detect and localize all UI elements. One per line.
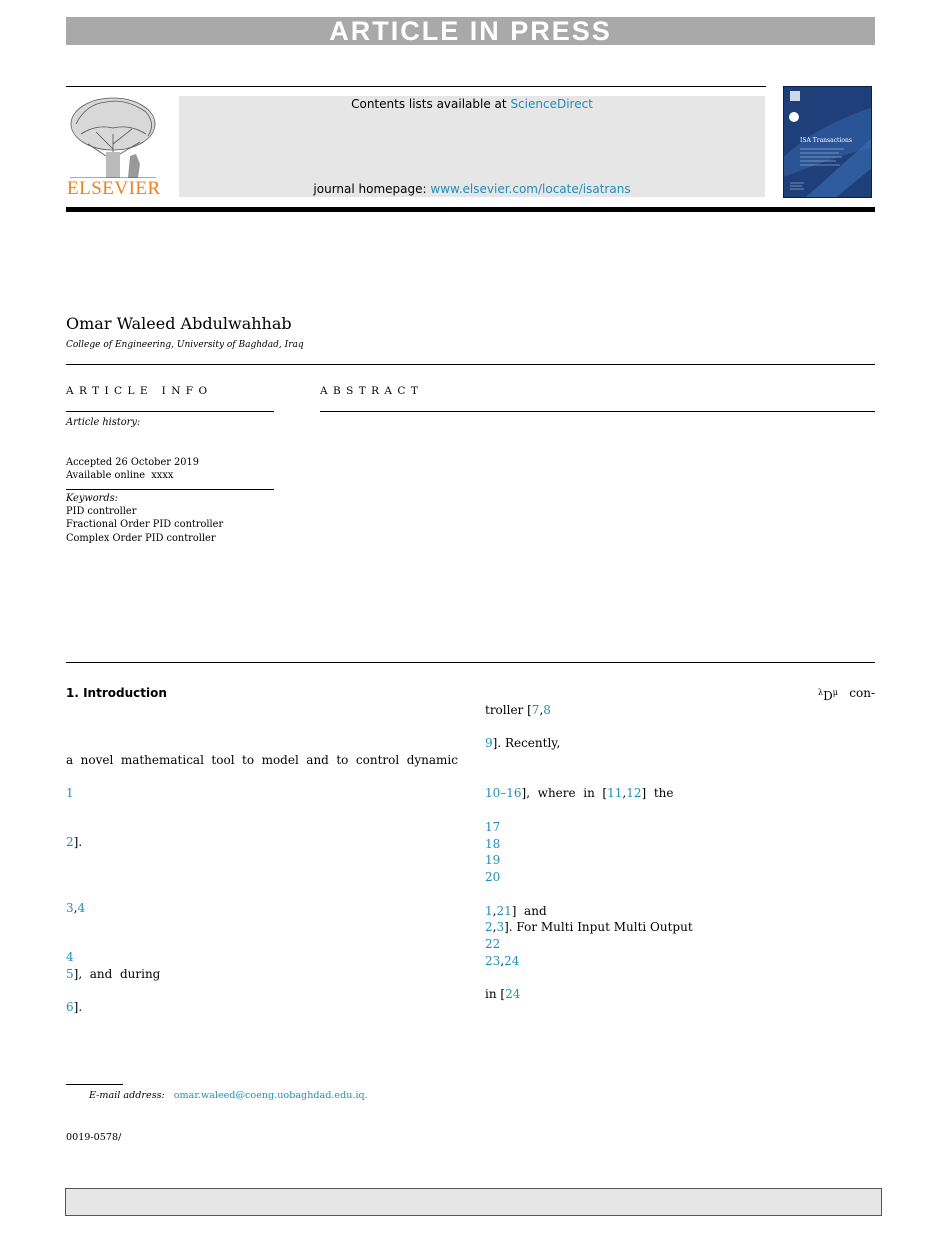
citation-link[interactable]: 2 [66, 835, 74, 849]
citation-link[interactable]: 4 [77, 901, 86, 915]
citation-tail: ]. [73, 1000, 83, 1014]
journal-cover-image [783, 86, 872, 198]
email-period: . [364, 1090, 368, 1101]
citation-line [66, 999, 82, 1015]
hyphenated-word: con- [849, 686, 875, 700]
contents-line [179, 96, 765, 112]
citation-link[interactable]: 2 [485, 920, 493, 934]
citation-link[interactable]: 3 [66, 901, 74, 915]
citation-link[interactable]: 10–16 [485, 786, 522, 800]
citation-link[interactable]: 7 [531, 703, 540, 717]
article-history-label: Article history: [66, 417, 141, 428]
citation-link[interactable]: 18 [485, 837, 501, 851]
citation-tail: ] and [511, 904, 547, 918]
abstract-heading: ABSTRACT [320, 385, 424, 397]
citation-line [485, 735, 560, 751]
citation-tail: ], and during [73, 967, 161, 981]
author-rule [66, 364, 875, 365]
citation-comma: , [492, 904, 497, 918]
keyword-item: Complex Order PID controller [66, 533, 216, 544]
author-email-link[interactable]: omar.waleed@coeng.uobaghdad.edu.iq [173, 1090, 365, 1101]
citation-tail: ]. [73, 835, 83, 849]
sciencedirect-link[interactable]: ScienceDirect [510, 97, 593, 111]
citation-link[interactable]: 9 [485, 736, 493, 750]
author-affiliation: College of Engineering, University of Baghdad, Iraq [66, 340, 304, 350]
footnote-email-line [89, 1090, 368, 1102]
citation-comma: , [492, 920, 497, 934]
keywords-rule [66, 489, 274, 490]
citation-line [485, 953, 519, 969]
article-info-heading: ARTICLE INFO [66, 385, 213, 397]
contents-prefix: Contents lists available at [351, 97, 511, 111]
abstract-bottom-rule [66, 662, 875, 663]
article-in-press-banner: ARTICLE IN PRESS [66, 17, 875, 45]
troller-prefix: troller [ [485, 703, 532, 717]
mu-superscript: μ [832, 688, 838, 697]
citation-tail: ] the [641, 786, 674, 800]
citation-link[interactable]: 6 [66, 1000, 74, 1014]
citation-tail: ]. For Multi Input Multi Output [504, 920, 693, 934]
article-info-rule [66, 411, 274, 412]
accepted-date: Accepted 26 October 2019 [66, 457, 199, 468]
citation-info-box [65, 1188, 882, 1216]
author-name: Omar Waleed Abdulwahhab [66, 314, 292, 333]
lambda-superscript: λ [818, 688, 824, 697]
header-top-rule [66, 86, 766, 87]
operator-d: D [823, 689, 833, 703]
introduction-heading: 1. Introduction [66, 686, 167, 700]
citation-tail: ]. Recently, [492, 736, 561, 750]
citation-link[interactable]: 20 [485, 870, 501, 884]
citation-line [485, 785, 673, 801]
journal-homepage-link[interactable]: www.elsevier.com/locate/isatrans [430, 182, 631, 196]
email-label: E-mail address: [89, 1090, 165, 1101]
citation-line [485, 986, 520, 1002]
keyword-item: PID controller [66, 506, 137, 517]
citation-link[interactable]: 11 [607, 786, 623, 800]
homepage-line [179, 181, 765, 197]
citation-link[interactable]: 1 [66, 786, 74, 800]
citation-line [485, 919, 693, 935]
citation-line [66, 900, 85, 916]
where-in-text: ], where in [ [521, 786, 608, 800]
keyword-item: Fractional Order PID controller [66, 519, 224, 530]
citation-comma: , [73, 901, 78, 915]
citation-comma: , [500, 954, 505, 968]
issn-line: 0019-0578/ [66, 1132, 122, 1143]
citation-link[interactable]: 19 [485, 853, 501, 867]
citation-line [66, 834, 82, 850]
citation-line [485, 903, 547, 919]
citation-link[interactable]: 24 [505, 987, 521, 1001]
header-thick-rule [66, 207, 875, 212]
footnote-rule [66, 1084, 123, 1085]
citation-link[interactable]: 8 [543, 703, 551, 717]
in-prefix: in [ [485, 987, 506, 1001]
citation-link[interactable]: 24 [504, 954, 520, 968]
cover-title-text: ISA Transactions [800, 137, 852, 144]
citation-link[interactable]: 17 [485, 820, 501, 834]
homepage-prefix: journal homepage: [313, 182, 431, 196]
citation-link[interactable]: 3 [496, 920, 505, 934]
citation-link[interactable]: 22 [485, 937, 501, 951]
citation-link[interactable]: 4 [66, 950, 74, 964]
elsevier-wordmark: ELSEVIER [67, 178, 161, 199]
citation-comma: , [622, 786, 627, 800]
keywords-label: Keywords: [66, 493, 118, 504]
citation-link[interactable]: 12 [626, 786, 642, 800]
abstract-rule [320, 411, 875, 412]
citation-link[interactable]: 23 [485, 954, 501, 968]
fractional-operator-text [818, 685, 875, 704]
citation-line [66, 966, 160, 982]
citation-link[interactable]: 1 [485, 904, 493, 918]
intro-left-line: a novel mathematical tool to model and to control dynamic [66, 753, 458, 767]
citation-link[interactable]: 5 [66, 967, 74, 981]
citation-line [485, 702, 551, 718]
available-online: Available online xxxx [66, 470, 174, 481]
citation-link[interactable]: 21 [496, 904, 512, 918]
citation-comma: , [539, 703, 544, 717]
